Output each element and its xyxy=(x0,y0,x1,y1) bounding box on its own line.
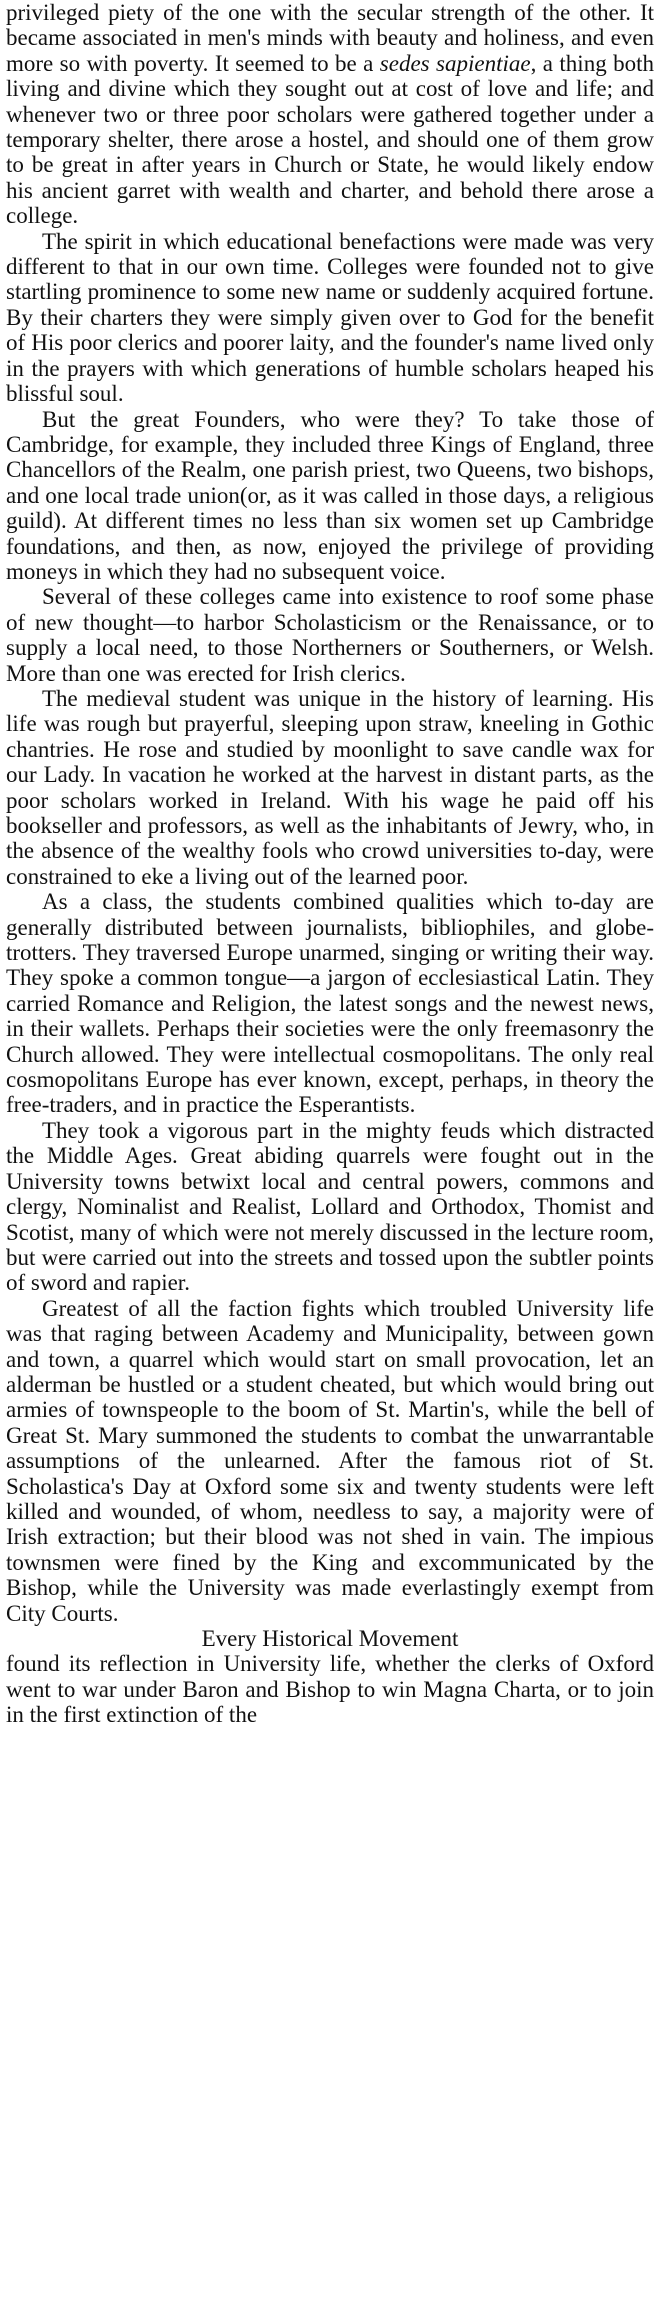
paragraph-colleges-purpose: Several of these colleges came into existence to roof some phase of new thought—to harbor Scholasticism or the Renaissance, or to supply a local need, to those Northerners or Southerners, or Welsh. More than one was erected for Irish clerics. xyxy=(6,584,654,686)
paragraph-medieval-student: The medieval student was unique in the history of learning. His life was rough but prayerful, sleeping upon straw, kneeling in Gothic chantries. He rose and studied by moonlight to save candle wax for our Lady. In vacation he worked at the harvest in distant parts, as the poor scholars worked in Ireland. With his wage he paid off his bookseller and professors, as well as the inhabitants of Jewry, who, in the absence of the wealthy fools who crowd universities to-day, were constrained to eke a living out of the learned poor. xyxy=(6,685,654,889)
paragraph-colleges-origin xyxy=(6,0,654,229)
latin-phrase: sedes sapientiae xyxy=(379,50,531,76)
paragraph-benefactions: The spirit in which educational benefactions were made was very different to that in our own time. Colleges were founded not to give startling prominence to some new name or suddenly acquired fortune. By their charters they were simply given over to God for the benefit of His poor clerics and poorer laity, and the founder's name lived only in the prayers with which generations of humble scholars heaped his blissful soul. xyxy=(6,228,654,407)
paragraph-historical-movement: found its reflection in University life, whether the clerks of Oxford went to war under Baron and Bishop to win Magna Charta, or to join in the first extinction of the xyxy=(6,1651,654,1728)
paragraph-founders: But the great Founders, who were they? To take those of Cambridge, for example, they included three Kings of England, three Chancellors of the Realm, one parish priest, two Queens, two bishops, and one local trade union(or, as it was called in those days, a religious guild). At different times no less than six women set up Cambridge foundations, and then, as now, enjoyed the privilege of providing moneys in which they had no subsequent voice. xyxy=(6,406,654,584)
paragraph-students-class: As a class, the students combined qualities which to-day are generally distributed between journalists, bibliophiles, and globe-trotters. They traversed Europe unarmed, singing or writing their way. They spoke a common tongue—a jargon of ecclesiastical Latin. They carried Romance and Religion, the latest songs and the newest news, in their wallets. Perhaps their societies were the only freemasonry the Church allowed. They were intellectual cosmopolitans. The only real cosmopolitans Europe has ever known, except, perhaps, in theory the free-traders, and in practice the Esperantists. xyxy=(6,889,654,1118)
paragraph-text: privileged piety of the one with the secular strength of the other. It became associated in men's minds with beauty and holiness, and even more so with poverty. It seemed to be a xyxy=(6,0,654,76)
paragraph-feuds: They took a vigorous part in the mighty feuds which distracted the Middle Ages. Great abiding quarrels were fought out in the University towns betwixt local and central powers, commons and clergy, Nominalist and Realist, Lollard and Orthodox, Thomist and Scotist, many of which were not merely discussed in the lecture room, but were carried out into the streets and tossed upon the subtler points of sword and rapier. xyxy=(6,1117,654,1296)
paragraph-gown-and-town: Greatest of all the faction fights which troubled University life was that raging between Academy and Municipality, between gown and town, a quarrel which would start on small provocation, let an alderman be hustled or a student cheated, but which would bring out armies of townspeople to the boom of St. Martin's, while the bell of Great St. Mary summoned the students to combat the unwarrantable assumptions of the unlearned. After the famous riot of St. Scholastica's Day at Oxford some six and twenty students were left killed and wounded, of whom, needless to say, a majority were of Irish extraction; but their blood was not shed in vain. The impious townsmen were fined by the King and excommunicated by the Bishop, while the University was made everlastingly exempt from City Courts. xyxy=(6,1295,654,1626)
section-subheading: Every Historical Movement xyxy=(201,1626,459,1651)
paragraph-text: , a thing both living and divine which they sought out at cost of love and life; and whenever two or three poor scholars were gathered together under a temporary shelter, there arose a hostel, and should one of them grow to be great in after years in Church or State, he would likely endow his ancient garret with wealth and charter, and behold there arose a college. xyxy=(6,50,655,229)
